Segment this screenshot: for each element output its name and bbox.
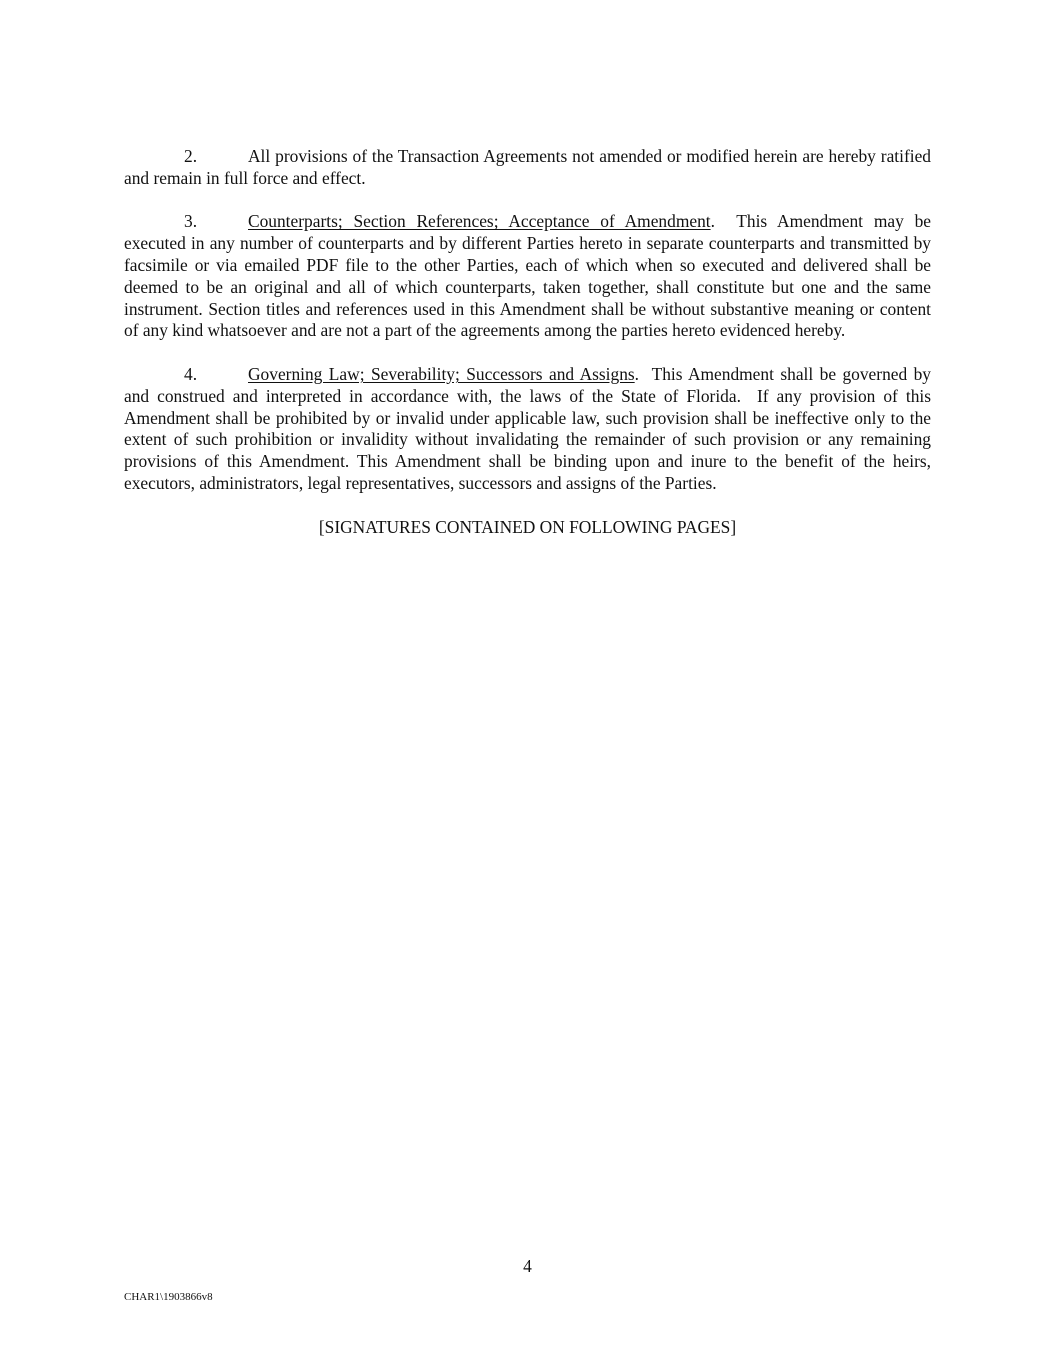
heading-punctuation: . (634, 363, 640, 384)
paragraph-text: This Amendment shall be governed by and construed and interpreted in accordance with, the laws of the State of Florida. If any provision of this Amendment shall be prohibited by or invalid under applicable law, such provision shall be ineffective only to the extent of such prohibition or invalidity without invalidating the remainder of such provision or any remaining provisions of this Amendment. This Amendment shall be binding upon and inure to the benefit of the heirs, executors, administrators, legal representatives, successors and assigns of the Parties. (124, 363, 936, 493)
page-number: 4 (523, 1256, 532, 1276)
paragraph-text: This Amendment may be executed in any number of counterparts and by different Parties hereto in separate counterparts and transmitted by facsimile or via emailed PDF file to the other Parties, each of which when so executed and delivered shall be deemed to be an original and all of which counterparts, taken together, shall constitute but one and the same instrument. Section titles and references used in this Amendment shall be without substantive meaning or content of any kind whatsoever and are not a part of the agreements among the parties hereto evidenced hereby. (124, 211, 936, 341)
paragraph-heading: Counterparts; Section References; Acceptance of Amendment (248, 211, 711, 232)
paragraph-text: All provisions of the Transaction Agreements not amended or modified herein are hereby ratified and remain in full force and effect. (124, 146, 931, 188)
paragraph-number: 4. (184, 363, 198, 384)
paragraph-number: 3. (184, 211, 198, 232)
document-body (124, 146, 936, 538)
document-id: CHAR1\1903866v8 (124, 1291, 213, 1303)
paragraph-4 (124, 363, 936, 495)
paragraph-2 (124, 146, 931, 190)
paragraph-3 (124, 211, 936, 342)
paragraph-heading: Governing Law; Severability; Successors and Assigns (248, 363, 635, 384)
paragraph-number: 2. (184, 146, 198, 166)
heading-punctuation: . (710, 211, 715, 232)
signatures-note: [SIGNATURES CONTAINED ON FOLLOWING PAGES] (318, 516, 737, 537)
